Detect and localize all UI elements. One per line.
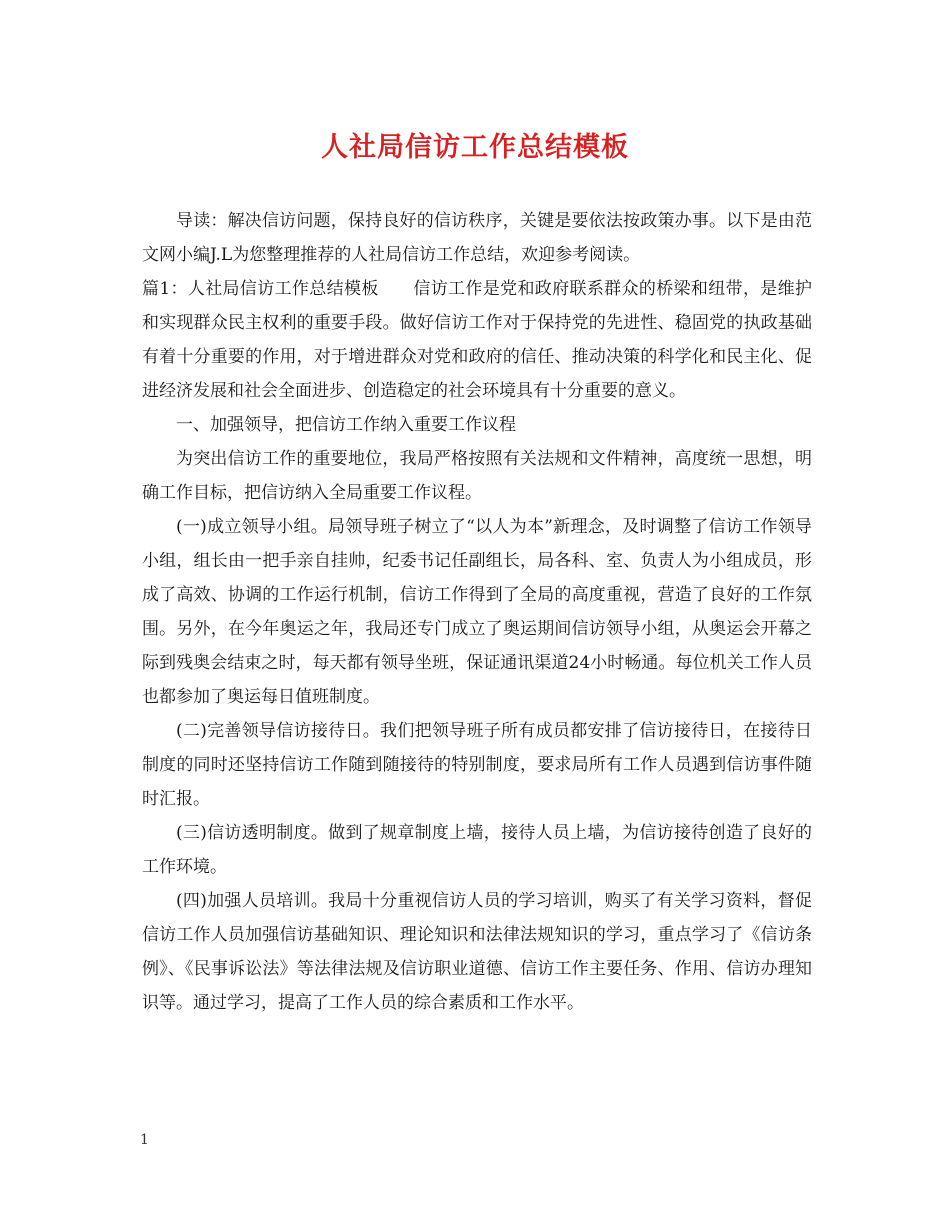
- document-body: [142, 204, 812, 1020]
- section-heading: 一、加强领导，把信访工作纳入重要工作议程: [176, 415, 516, 435]
- body-paragraph: (二)完善领导信访接待日。我们把领导班子所有成员都安排了信访接待日，在接待日制度的同时还坚持信访工作随到随接待的特别制度，要求局所有工作人员遇到信访事件随时汇报。: [142, 721, 812, 809]
- document-title: 人社局信访工作总结模板: [321, 132, 629, 163]
- body-paragraph: (一)成立领导小组。局领导班子树立了“以人为本”新理念，及时调整了信访工作领导小组，组长由一把手亲自挂帅，纪委书记任副组长，局各科、室、负责人为小组成员，形成了高效、协调的工作运行机制，信访工作得到了全局的高度重视，营造了良好的工作氛围。另外，在今年奥运之年，我局还专门成立了奥运期间信访领导小组，从奥运会开幕之际到残奥会结束之时，每天都有领导坐班，保证通讯渠道24小时畅通。每位机关工作人员也都参加了奥运每日值班制度。: [142, 517, 812, 707]
- body-paragraph: 为突出信访工作的重要地位，我局严格按照有关法规和文件精神，高度统一思想，明确工作目标，把信访纳入全局重要工作议程。: [142, 449, 812, 503]
- intro-paragraph: 导读：解决信访问题，保持良好的信访秩序，关键是要依法按政策办事。以下是由范文网小编J.L为您整理推荐的人社局信访工作总结，欢迎参考阅读。: [142, 211, 812, 265]
- article-paragraph: 篇1：人社局信访工作总结模板 信访工作是党和政府联系群众的桥梁和纽带，是维护和实现群众民主权利的重要手段。做好信访工作对于保持党的先进性、稳固党的执政基础有着十分重要的作用，对于增进群众对党和政府的信任、推动决策的科学化和民主化、促进经济发展和社会全面进步、创造稳定的社会环境具有十分重要的意义。: [142, 279, 812, 401]
- body-paragraph: (四)加强人员培训。我局十分重视信访人员的学习培训，购买了有关学习资料，督促信访工作人员加强信访基础知识、理论知识和法律法规知识的学习，重点学习了《信访条例》、《民事诉讼法》等法律法规及信访职业道德、信访工作主要任务、作用、信访办理知识等。通过学习，提高了工作人员的综合素质和工作水平。: [142, 891, 812, 1013]
- body-paragraph: (三)信访透明制度。做到了规章制度上墙，接待人员上墙，为信访接待创造了良好的工作环境。: [142, 823, 812, 877]
- page-number: 1: [140, 1132, 149, 1148]
